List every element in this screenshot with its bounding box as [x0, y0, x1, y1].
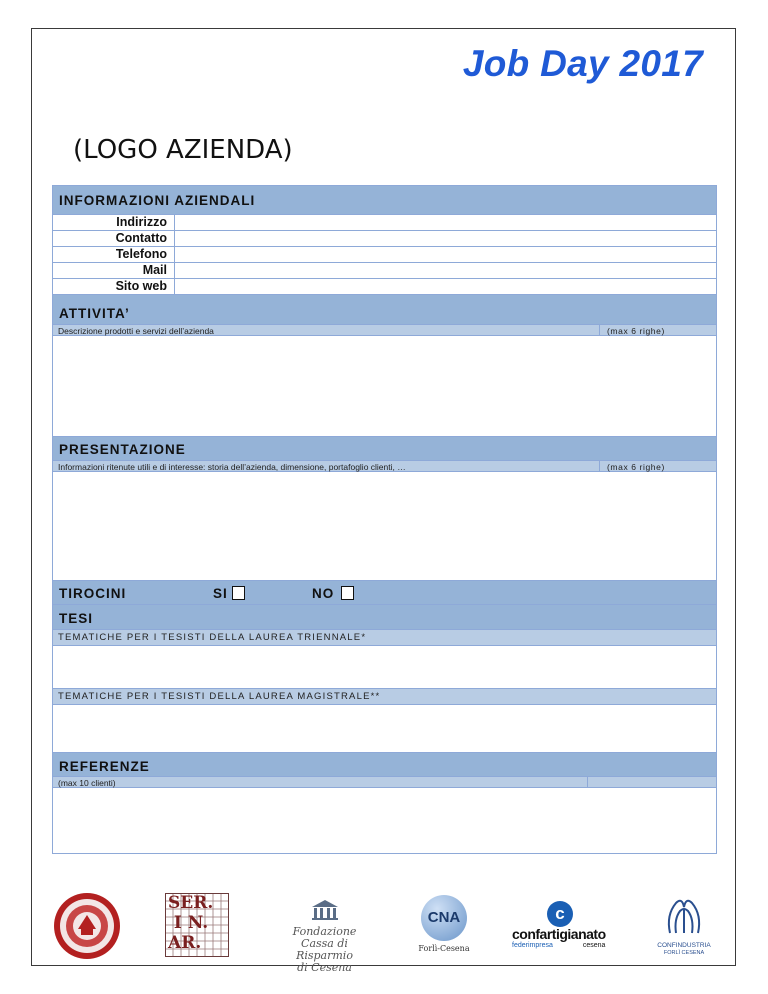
section-info-heading: INFORMAZIONI AZIENDALI — [53, 186, 716, 214]
tirocini-yes-label: SI — [213, 586, 228, 601]
footer-logos — [32, 879, 735, 974]
cna-logo: CNA Forlì-Cesena — [414, 895, 474, 953]
confartigianato-logo: c confartigianato federimpresa cesena — [512, 901, 612, 950]
field-sito-web-input[interactable] — [174, 279, 716, 294]
field-telefono-input[interactable] — [174, 247, 716, 262]
field-contatto-input[interactable] — [174, 231, 716, 246]
attivita-hint-row: Descrizione prodotti e servizi dell’azienda (max 6 righe) — [53, 324, 716, 336]
page-frame — [31, 28, 736, 974]
field-sito-web[interactable]: Sito web — [53, 278, 716, 294]
tesi-magistrale-label: TEMATICHE PER I TESISTI DELLA LAUREA MAGISTRALE** — [53, 688, 716, 705]
referenze-hint-row: (max 10 clienti) — [53, 776, 716, 788]
company-logo-placeholder: (LOGO AZIENDA) — [73, 135, 293, 165]
tesi-magistrale-text-area[interactable] — [53, 705, 716, 752]
field-contatto[interactable]: Contatto — [53, 230, 716, 246]
field-indirizzo[interactable]: Indirizzo — [53, 214, 716, 230]
attivita-text-area[interactable] — [53, 336, 716, 436]
university-seal-logo — [52, 891, 122, 961]
presentazione-text-area[interactable] — [53, 472, 716, 580]
field-telefono[interactable]: Telefono — [53, 246, 716, 262]
tirocini-no-checkbox[interactable] — [341, 586, 354, 600]
tirocini-no-label: NO — [312, 586, 335, 601]
presentazione-hint-row: Informazioni ritenute utili e di interesse: storia dell’azienda, dimensione, portafoglio clienti, … (max 6 righe) — [53, 460, 716, 472]
tesi-triennale-text-area[interactable] — [53, 646, 716, 688]
tirocini-yes-checkbox[interactable] — [232, 586, 245, 600]
section-tesi-heading: TESI — [53, 604, 716, 629]
section-tirocini-row: TIROCINI SI NO — [53, 580, 716, 604]
company-form — [52, 185, 717, 854]
referenze-text-area[interactable] — [53, 788, 716, 854]
field-indirizzo-input[interactable] — [174, 215, 716, 230]
section-referenze-heading: REFERENZE — [53, 752, 716, 776]
fondazione-logo: Fondazione Cassa di Risparmio di Cesena — [277, 899, 372, 974]
field-mail-input[interactable] — [174, 263, 716, 278]
confindustria-logo: CONFINDUSTRIA FORLÌ CESENA — [654, 893, 714, 957]
section-presentazione-heading: PRESENTAZIONE — [53, 436, 716, 460]
tesi-triennale-label: TEMATICHE PER I TESISTI DELLA LAUREA TRIENNALE* — [53, 629, 716, 646]
section-attivita-heading: ATTIVITA’ — [53, 294, 716, 324]
serinar-logo: SER. I N. AR. — [165, 893, 229, 957]
page-title: Job Day 2017 — [462, 43, 703, 84]
field-mail[interactable]: Mail — [53, 262, 716, 278]
